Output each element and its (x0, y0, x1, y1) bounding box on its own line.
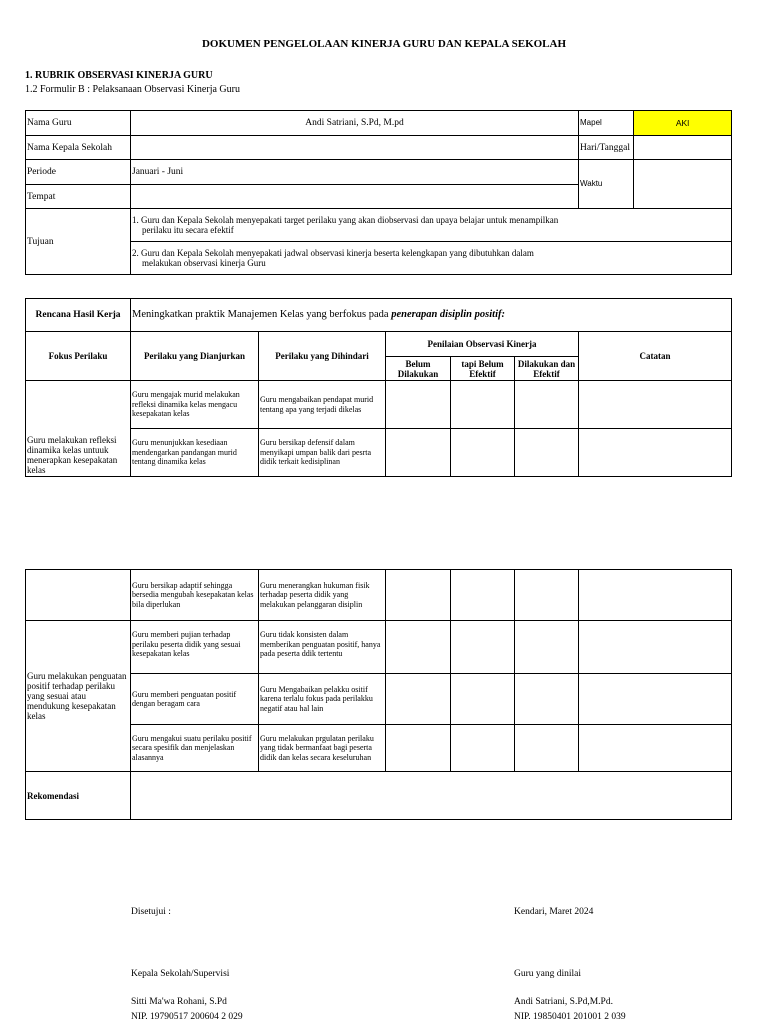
catatan-cell[interactable] (579, 429, 732, 477)
periode-label: Periode (26, 160, 131, 185)
checkbox-dilakukan-efektif[interactable] (515, 570, 579, 621)
rencana-emphasis: penerapan disiplin positif: (391, 309, 505, 320)
checkbox-dilakukan-efektif[interactable] (515, 429, 579, 477)
checkbox-dilakukan-efektif[interactable] (515, 621, 579, 674)
tujuan-1-line2: perilaku itu secara efektif (142, 225, 234, 235)
catatan-cell[interactable] (579, 725, 732, 772)
checkbox-tapi-belum-efektif[interactable] (451, 570, 515, 621)
checkbox-belum-dilakukan[interactable] (386, 621, 451, 674)
col-tapi-belum-efektif: tapi Belum Efektif (451, 357, 515, 381)
checkbox-dilakukan-efektif[interactable] (515, 381, 579, 429)
perilaku-dianjurkan-cell: Guru memberi penguatan positif dengan beragam cara (131, 674, 259, 725)
col-perilaku-dianjurkan: Perilaku yang Dianjurkan (131, 332, 259, 381)
nama-guru-label: Nama Guru (26, 111, 131, 136)
nama-guru-value: Andi Satriani, S.Pd, M.pd (131, 111, 579, 136)
guru-name: Andi Satriani, S.Pd,M.Pd. (514, 997, 613, 1007)
kepala-sekolah-role: Kepala Sekolah/Supervisi (131, 969, 230, 979)
tempat-label: Tempat (26, 185, 131, 209)
rencana-hasil-kerja-value (131, 299, 732, 332)
catatan-cell[interactable] (579, 621, 732, 674)
checkbox-tapi-belum-efektif[interactable] (451, 621, 515, 674)
perilaku-dihindari-cell: Guru mengabaikan pendapat murid tentang apa yang terjadi dikelas (259, 381, 386, 429)
tujuan-item-2 (131, 242, 732, 275)
section-subtitle: 1.2 Formulir B : Pelaksanaan Observasi Kinerja Guru (25, 84, 240, 95)
col-catatan: Catatan (579, 332, 732, 381)
perilaku-dianjurkan-cell: Guru memberi pujian terhadap perilaku peserta didik yang sesuai kesepakatan kelas (131, 621, 259, 674)
perilaku-dianjurkan-cell: Guru mengakui suatu perilaku positif secara spesifik dan menjelaskan alasannya (131, 725, 259, 772)
checkbox-dilakukan-efektif[interactable] (515, 674, 579, 725)
kepala-sekolah-nip: NIP. 19790517 200604 2 029 (131, 1012, 243, 1022)
section-title: 1. RUBRIK OBSERVASI KINERJA GURU (25, 70, 213, 81)
kepala-sekolah-name: Sitti Ma'wa Rohani, S.Pd (131, 997, 227, 1007)
checkbox-dilakukan-efektif[interactable] (515, 725, 579, 772)
disetujui-label: Disetujui : (131, 907, 171, 917)
tujuan-label: Tujuan (26, 209, 131, 275)
checkbox-belum-dilakukan[interactable] (386, 429, 451, 477)
perilaku-dianjurkan-cell: Guru bersikap adaptif sehingga bersedia mengubah kesepakatan kelas bila diperlukan (131, 570, 259, 621)
checkbox-tapi-belum-efektif[interactable] (451, 381, 515, 429)
rubric-table-part2 (25, 569, 732, 820)
tujuan-item-1 (131, 209, 732, 242)
checkbox-tapi-belum-efektif[interactable] (451, 725, 515, 772)
col-belum-dilakukan: Belum Dilakukan (386, 357, 451, 381)
perilaku-dihindari-cell: Guru melakukan prgulatan perilaku yang tidak bermanfaat bagi peserta didik dan kelas secara keseluruhan (259, 725, 386, 772)
perilaku-dihindari-cell: Guru tidak konsisten dalam memberikan penguatan positif, hanya pada peserta ddik tertentu (259, 621, 386, 674)
checkbox-belum-dilakukan[interactable] (386, 725, 451, 772)
checkbox-belum-dilakukan[interactable] (386, 570, 451, 621)
tempat-value (131, 185, 579, 209)
document-title: DOKUMEN PENGELOLAAN KINERJA GURU DAN KEPALA SEKOLAH (201, 38, 567, 50)
guru-nip: NIP. 19850401 201001 2 039 (514, 1012, 626, 1022)
perilaku-dihindari-cell: Guru Mengabaikan pelakku ositif karena terlalu fokus pada perilakku negatif atau hal lain (259, 674, 386, 725)
rencana-hasil-kerja-label: Rencana Hasil Kerja (26, 299, 131, 332)
periode-value: Januari - Juni (131, 160, 579, 185)
rekomendasi-label: Rekomendasi (26, 772, 131, 820)
fokus-perilaku-1-continued (26, 570, 131, 621)
kepala-sekolah-label: Nama Kepala Sekolah (26, 136, 131, 160)
mapel-label: Mapel (579, 111, 634, 136)
perilaku-dianjurkan-cell: Guru mengajak murid melakukan refleksi dinamika kelas mengacu kesepakatan kelas (131, 381, 259, 429)
checkbox-belum-dilakukan[interactable] (386, 674, 451, 725)
place-date: Kendari, Maret 2024 (514, 907, 594, 917)
rekomendasi-value[interactable] (131, 772, 732, 820)
col-penilaian-observasi: Penilaian Observasi Kinerja (386, 332, 579, 357)
checkbox-belum-dilakukan[interactable] (386, 381, 451, 429)
kepala-sekolah-value (131, 136, 579, 160)
catatan-cell[interactable] (579, 570, 732, 621)
perilaku-dianjurkan-cell: Guru menunjukkan kesediaan mendengarkan pandangan murid tentang dinamika kelas (131, 429, 259, 477)
checkbox-tapi-belum-efektif[interactable] (451, 429, 515, 477)
info-table (25, 110, 732, 275)
catatan-cell[interactable] (579, 381, 732, 429)
hari-tanggal-value (634, 136, 732, 160)
perilaku-dihindari-cell: Guru bersikap defensif dalam menyikapi umpan balik dari pesrta didik terkait kedisiplinan (259, 429, 386, 477)
guru-role: Guru yang dinilai (514, 969, 582, 979)
hari-tanggal-label: Hari/Tanggal (579, 136, 634, 160)
rencana-text: Meningkatkan praktik Manajemen Kelas yang berfokus pada (132, 309, 392, 320)
mapel-value: AKl (634, 111, 732, 136)
col-dilakukan-efektif: Dilakukan dan Efektif (515, 357, 579, 381)
tujuan-2-line1: 2. Guru dan Kepala Sekolah menyepakati jadwal observasi kinerja beserta kelengkapan yang dibutuhkan dalam (132, 248, 534, 258)
tujuan-1-line1: 1. Guru dan Kepala Sekolah menyepakati target perilaku yang akan diobservasi dan upaya belajar untuk menampilkan (132, 215, 559, 225)
rubric-table-part1 (25, 298, 732, 477)
checkbox-tapi-belum-efektif[interactable] (451, 674, 515, 725)
perilaku-dihindari-cell: Guru menerangkan hukuman fisik terhadap peserta didik yang melakukan pelanggaran disiplin (259, 570, 386, 621)
waktu-label: Waktu (579, 160, 634, 209)
catatan-cell[interactable] (579, 674, 732, 725)
fokus-perilaku-1: Guru melakukan refleksi dinamika kelas untuuk menerapkan kesepakatan kelas (26, 381, 131, 477)
waktu-value (634, 160, 732, 209)
col-perilaku-dihindari: Perilaku yang Dihindari (259, 332, 386, 381)
tujuan-2-line2: melakukan observasi kinerja Guru (142, 258, 266, 268)
fokus-perilaku-2: Guru melakukan penguatan positif terhadap perilaku yang sesuai atau mendukung kesepakatan kelas (26, 621, 131, 772)
col-fokus-perilaku: Fokus Perilaku (26, 332, 131, 381)
